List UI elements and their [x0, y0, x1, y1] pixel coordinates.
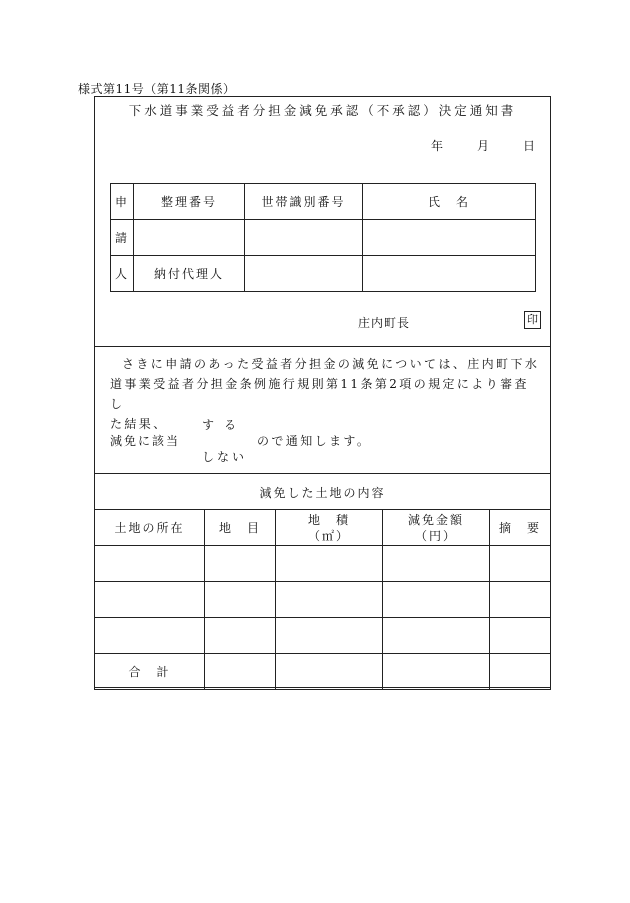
total-remarks-cell[interactable] [490, 654, 551, 690]
category-cell[interactable] [205, 582, 276, 618]
applicable-label: 減免に該当 [110, 434, 181, 448]
document-title: 下水道事業受益者分担金減免承認（不承認）決定通知書 [128, 103, 517, 118]
amount-cell[interactable] [383, 582, 490, 618]
seal-mark: 印 [524, 311, 541, 329]
date-month-label: 月 [477, 139, 490, 153]
amount-cell[interactable] [383, 546, 490, 582]
body-line-1: さきに申請のあった受益者分担金の減免については、庄内町下水 [122, 357, 540, 371]
header-amount-unit: （円） [414, 528, 457, 543]
category-cell[interactable] [205, 618, 276, 654]
table-row [95, 618, 551, 654]
remarks-cell[interactable] [490, 546, 551, 582]
total-category-cell[interactable] [205, 654, 276, 690]
location-cell[interactable] [95, 618, 205, 654]
name-cell[interactable] [363, 220, 536, 256]
agent-name-cell[interactable] [363, 256, 536, 292]
option-not-applies: しない [202, 450, 248, 464]
table-row [95, 546, 551, 582]
header-household-id: 世帯識別番号 [245, 184, 363, 220]
mayor-title: 庄内町長 [358, 316, 411, 330]
remarks-cell[interactable] [490, 582, 551, 618]
amount-cell[interactable] [383, 618, 490, 654]
reference-number-cell[interactable] [134, 220, 245, 256]
table-row [95, 582, 551, 618]
area-cell[interactable] [276, 582, 383, 618]
date-day-label: 日 [523, 139, 536, 153]
header-name: 氏 名 [363, 184, 536, 220]
land-section-title: 減免した土地の内容 [259, 486, 386, 500]
form-number-label: 様式第11号（第11条関係） [78, 82, 236, 96]
land-table [94, 509, 551, 690]
applicant-side-label-1: 申 [111, 184, 134, 220]
option-applies: する [202, 418, 247, 432]
applicant-side-label-2: 請 [111, 220, 134, 256]
household-id-cell[interactable] [245, 220, 363, 256]
header-area-unit: （㎡） [307, 528, 350, 543]
header-amount-label: 減免金額 [407, 512, 464, 527]
applicant-side-label-3: 人 [111, 256, 134, 292]
divider [94, 346, 551, 347]
header-reference-number: 整理番号 [134, 184, 245, 220]
category-cell[interactable] [205, 546, 276, 582]
location-cell[interactable] [95, 546, 205, 582]
date-year-label: 年 [431, 139, 444, 153]
header-location: 土地の所在 [95, 510, 205, 546]
body-line-2: 道事業受益者分担金条例施行規則第11条第2項の規定により審査し [110, 377, 529, 411]
total-row [95, 654, 551, 690]
agent-label: 納付代理人 [134, 256, 245, 292]
applicant-table [110, 183, 536, 292]
divider [94, 473, 551, 474]
header-category: 地 目 [205, 510, 276, 546]
notify-text: ので通知します。 [257, 434, 372, 448]
area-cell[interactable] [276, 618, 383, 654]
location-cell[interactable] [95, 582, 205, 618]
header-amount [383, 510, 490, 546]
notice-body [110, 354, 542, 434]
remarks-cell[interactable] [490, 618, 551, 654]
body-line-3: た結果、 [110, 417, 168, 431]
total-amount-cell[interactable] [383, 654, 490, 690]
total-label: 合 計 [95, 654, 205, 690]
header-area-label: 地 積 [307, 512, 350, 527]
header-remarks: 摘 要 [490, 510, 551, 546]
total-area-cell[interactable] [276, 654, 383, 690]
header-area [276, 510, 383, 546]
agent-cell[interactable] [245, 256, 363, 292]
area-cell[interactable] [276, 546, 383, 582]
